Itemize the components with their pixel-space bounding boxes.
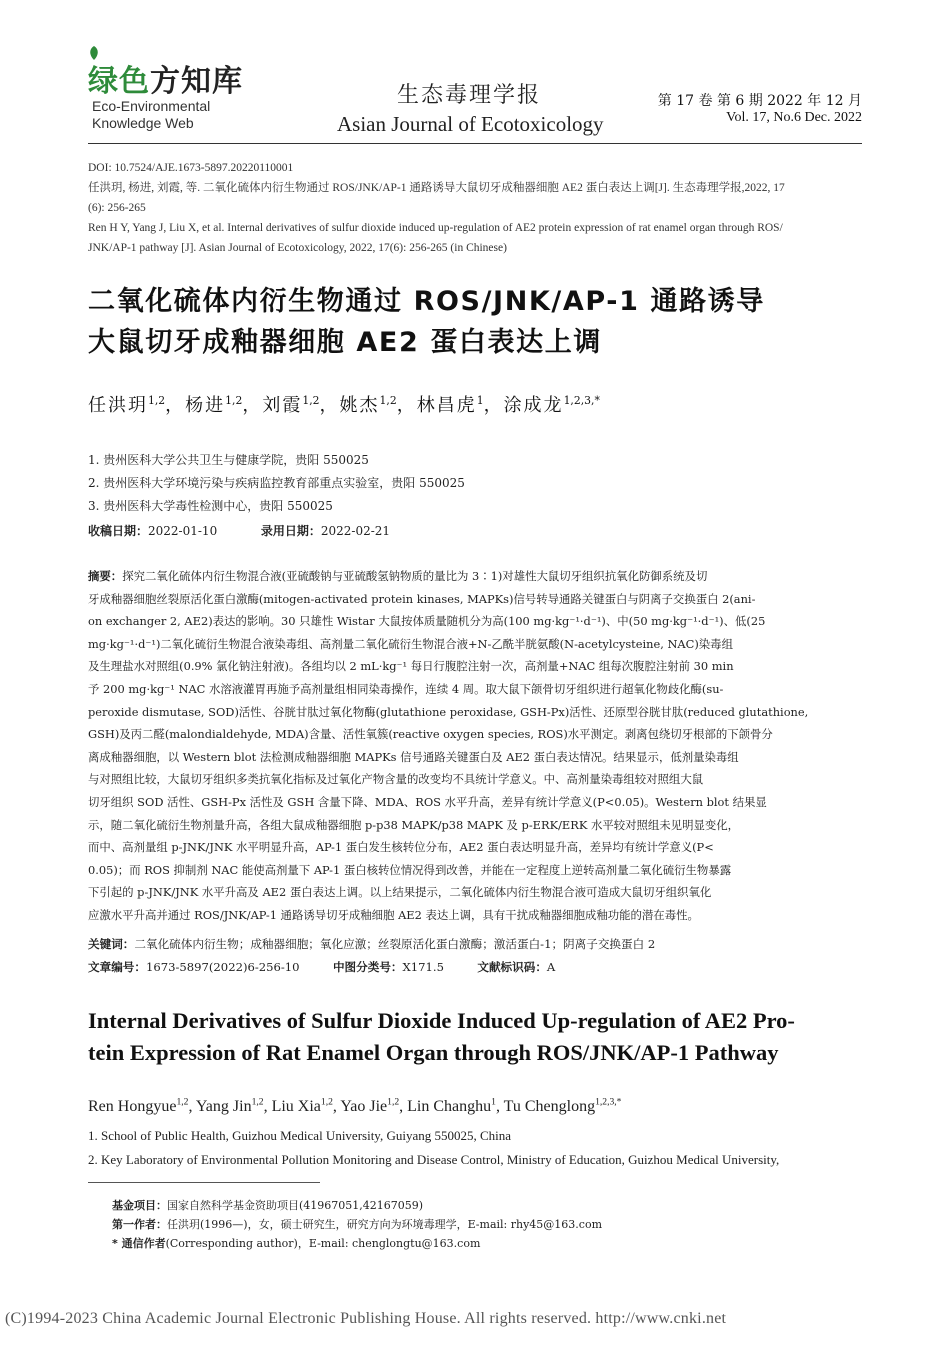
author-affiliation-sup: 1,2 <box>225 394 243 407</box>
accepted-label: 录用日期： <box>260 524 321 538</box>
abstract-line: 牙成釉器细胞丝裂原活化蛋白激酶(mitogen-activated protein kinases, MAPKs)信号转导通路关键蛋白与阴离子交换蛋白 2(ani- <box>88 591 756 606</box>
received-date: 2022-01-10 <box>148 524 218 538</box>
logo-main-text: 方知库 <box>150 64 243 99</box>
issue-info-cn: 第 17 卷 第 6 期 2022 年 12 月 <box>657 93 862 109</box>
abstract-line: 而中、高剂量组 p-JNK/JNK 水平明显升高，AP-1 蛋白发生核转位分布，AE2 蛋白表达明显升高，差异均有统计学意义(P< <box>88 840 714 855</box>
abstract-line: 切牙组织 SOD 活性、GSH-Px 活性及 GSH 含量下降、MDA、ROS 水平升高，差异有统计学意义(P<0.05)。Western blot 结果显 <box>88 794 767 809</box>
keywords <box>88 933 862 955</box>
author-affiliation-sup: 1,2,3,* <box>563 394 600 407</box>
author-affiliation-sup: 1 <box>491 1096 496 1108</box>
abstract-line: 予 200 mg·kg⁻¹ NAC 水溶液灌胃再施予高剂量组相同染毒操作，连续 4 周。取大鼠下颌骨切牙组织进行超氧化物歧化酶(su- <box>88 681 724 696</box>
fund-label: 基金项目： <box>112 1199 167 1212</box>
abstract-line: on exchanger 2, AE2)表达的影响。30 只雄性 Wistar 大鼠按体质量随机分为高(100 mg·kg⁻¹·d⁻¹)、中(50 mg·kg⁻¹·d⁻¹)、低(25 <box>88 614 766 629</box>
author-name: Yao Jie <box>340 1098 388 1115</box>
logo-subtitle <box>92 98 210 132</box>
affiliation-cn-3: 3. 贵州医科大学毒性检测中心，贵阳 550025 <box>88 499 333 513</box>
first-author-text: 任洪玥(1996—)，女，硕士研究生，研究方向为环境毒理学，E-mail: rhy45@163.com <box>167 1218 603 1231</box>
abstract-line: 0.05)；而 ROS 抑制剂 NAC 能使高剂量下 AP-1 蛋白核转位情况得到改善，并能在一定程度上逆转高剂量二氧化硫衍生物暴露 <box>88 862 732 877</box>
title-cn-line2: 大鼠切牙成釉器细胞 AE2 蛋白表达上调 <box>88 327 602 358</box>
site-logo[interactable] <box>88 56 243 100</box>
received-label: 收稿日期： <box>88 524 149 538</box>
abstract-line: 及生理盐水对照组(0.9% 氯化钠注射液)。各组均以 2 mL·kg⁻¹ 每日行腹腔注射一次，高剂量+NAC 组每次腹腔注射前 30 min <box>88 659 734 674</box>
clc-number: X171.5 <box>402 960 444 974</box>
author-name: Tu Chenglong <box>503 1098 596 1115</box>
author-affiliation-sup: 1,2 <box>176 1096 189 1108</box>
abstract <box>88 565 862 927</box>
author-separator: , <box>332 1098 341 1115</box>
author-name: 任洪玥 <box>88 395 148 416</box>
title-en-line2: tein Expression of Rat Enamel Organ through ROS/JNK/AP-1 Pathway <box>88 1040 779 1065</box>
author-name: Liu Xia <box>271 1098 321 1115</box>
abstract-line: 离成釉器细胞，以 Western blot 法检测成釉器细胞 MAPKs 信号通路关键蛋白及 AE2 蛋白表达情况。结果显示，低剂量染毒组 <box>88 749 739 764</box>
author-affiliation-sup: 1,2 <box>251 1096 264 1108</box>
author-name: Yang Jin <box>195 1098 252 1115</box>
affiliation-cn-2: 2. 贵州医科大学环境污染与疾病监控教育部重点实验室，贵阳 550025 <box>88 476 465 490</box>
article-title-cn <box>88 281 868 363</box>
corresponding-label: * 通信作者 <box>112 1237 166 1250</box>
article-info <box>88 956 862 978</box>
author-name: 林昌虎 <box>416 395 477 416</box>
author-separator: ， <box>396 395 417 416</box>
abstract-line: 示，随二氧化硫衍生物剂量升高，各组大鼠成釉器细胞 p-p38 MAPK/p38 MAPK 及 p-ERK/ERK 水平较对照组未见明显变化， <box>88 817 740 832</box>
affiliation-cn-1: 1. 贵州医科大学公共卫生与健康学院，贵阳 550025 <box>88 453 369 467</box>
citation-cn-line1: 任洪玥, 杨进, 刘霞, 等. 二氧化硫体内衍生物通过 ROS/JNK/AP-1 通路诱导大鼠切牙成釉器细胞 AE2 蛋白表达上调[J]. 生态毒理学报,2022, 17 <box>88 182 785 194</box>
author-separator: , <box>263 1098 272 1115</box>
author-separator: , <box>399 1098 408 1115</box>
abstract-line: mg·kg⁻¹·d⁻¹)二氧化硫衍生物混合液染毒组、高剂量二氧化硫衍生物混合液+N-乙酰半胱氨酸(N-acetylcysteine, NAC)染毒组 <box>88 636 733 651</box>
corresponding-text: (Corresponding author)，E-mail: chenglongtu@163.com <box>165 1237 481 1250</box>
footnote-rule <box>88 1182 320 1183</box>
abstract-line: 应激水平升高并通过 ROS/JNK/AP-1 通路诱导切牙成釉细胞 AE2 表达上调，具有干扰成釉器细胞成釉功能的潜在毒性。 <box>88 907 699 922</box>
abstract-line: peroxide dismutase, SOD)活性、谷胱甘肽过氧化物酶(glutathione peroxidase, GSH-Px)活性、还原型谷胱甘肽(reduced glutathione, <box>88 704 809 719</box>
journal-title-en: Asian Journal of Ecotoxicology <box>337 112 604 136</box>
article-id-label: 文章编号： <box>88 960 146 974</box>
author-name: 杨进 <box>185 395 226 416</box>
author-separator: ， <box>483 395 504 416</box>
abstract-line: 探究二氧化硫体内衍生物混合液(亚硫酸钠与亚硫酸氢钠物质的量比为 3∶1)对雄性大鼠切牙组织抗氧化防御系统及切 <box>122 569 708 583</box>
abstract-label: 摘要： <box>88 569 123 583</box>
affiliations-cn <box>88 449 465 518</box>
copyright-notice: (C)1994-2023 China Academic Journal Electronic Publishing House. All rights reserved. http://www.cnki.net <box>5 1310 727 1327</box>
author-affiliation-sup: 1,2 <box>302 394 320 407</box>
logo-green-mark: 绿色 <box>88 64 150 99</box>
doi[interactable]: DOI: 10.7524/AJE.1673-5897.20220110001 <box>88 162 294 174</box>
author-separator: ， <box>165 395 186 416</box>
author-separator: , <box>188 1098 196 1115</box>
author-affiliation-sup: 1 <box>476 394 484 407</box>
authors-cn <box>88 391 600 417</box>
logo-sub-line1: Eco-Environmental <box>92 98 211 114</box>
author-affiliation-sup: 1,2 <box>379 394 397 407</box>
author-separator: ， <box>319 395 340 416</box>
dates <box>88 522 390 539</box>
title-cn-line1: 二氧化硫体内衍生物通过 ROS/JNK/AP-1 通路诱导 <box>88 286 765 317</box>
author-separator: , <box>495 1098 504 1115</box>
author-separator: ， <box>242 395 263 416</box>
footnotes <box>112 1196 862 1253</box>
article-id: 1673-5897(2022)6-256-10 <box>145 960 300 974</box>
clc-label: 中图分类号： <box>332 960 403 974</box>
citation-cn-line2: (6): 256-265 <box>88 202 146 214</box>
author-name: Lin Changhu <box>407 1098 492 1115</box>
accepted-date: 2022-02-21 <box>320 524 391 538</box>
logo-sub-line2: Knowledge Web <box>92 115 194 131</box>
journal-title-cn: 生态毒理学报 <box>397 83 542 108</box>
issue-info-en: Vol. 17, No.6 Dec. 2022 <box>726 110 862 125</box>
abstract-line: 下引起的 p-JNK/JNK 水平升高及 AE2 蛋白表达上调。以上结果提示，二氧化硫体内衍生物混合液可造成大鼠切牙组织氧化 <box>88 885 712 900</box>
article-title-en <box>88 1005 862 1069</box>
affiliation-en-1: 1. School of Public Health, Guizhou Medical University, Guiyang 550025, China <box>88 1128 512 1143</box>
header-rule <box>88 143 862 144</box>
title-en-line1: Internal Derivatives of Sulfur Dioxide Induced Up-regulation of AE2 Pro- <box>88 1008 795 1033</box>
author-affiliation-sup: 1,2 <box>387 1096 400 1108</box>
author-name: Ren Hongyue <box>88 1098 177 1115</box>
keywords-text: 二氧化硫体内衍生物；成釉器细胞；氧化应激；丝裂原活化蛋白激酶；激活蛋白-1；阴离子交换蛋白 2 <box>134 937 656 951</box>
abstract-line: GSH)及丙二醛(malondialdehyde, MDA)含量、活性氧簇(reactive oxygen species, ROS)水平测定。剥离包绕切牙根部的下颌骨分 <box>88 727 773 742</box>
citation-en-line1: Ren H Y, Yang J, Liu X, et al. Internal derivatives of sulfur dioxide induced up-regulation of AE2 protein expression of rat enamel organ through ROS/ <box>88 222 783 234</box>
first-author-label: 第一作者： <box>112 1218 167 1231</box>
doc-code-label: 文献标识码： <box>477 960 547 974</box>
affiliation-en-2: 2. Key Laboratory of Environmental Pollution Monitoring and Disease Control, Ministry of Education, Guizhou Medical University, <box>88 1152 780 1167</box>
abstract-line: 与对照组比较，大鼠切牙组织多类抗氧化指标及过氧化产物含量的改变均不具统计学意义。中、高剂量染毒组较对照组大鼠 <box>88 772 704 787</box>
author-name: 姚杰 <box>339 395 380 416</box>
doc-code: A <box>546 960 556 974</box>
authors-en <box>88 1098 621 1116</box>
citation-block <box>88 158 862 258</box>
fund-text: 国家自然科学基金资助项目(41967051,42167059) <box>167 1199 424 1212</box>
author-affiliation-sup: 1,2 <box>320 1096 333 1108</box>
affiliations-en <box>88 1124 862 1172</box>
citation-en-line2: JNK/AP-1 pathway [J]. Asian Journal of Ecotoxicology, 2022, 17(6): 256-265 (in Chinese) <box>88 242 507 254</box>
keywords-label: 关键词： <box>88 937 135 951</box>
author-affiliation-sup: 1,2 <box>148 394 166 407</box>
author-name: 刘霞 <box>262 395 303 416</box>
author-affiliation-sup: 1,2,3,* <box>595 1096 622 1108</box>
author-name: 涂成龙 <box>503 395 564 416</box>
